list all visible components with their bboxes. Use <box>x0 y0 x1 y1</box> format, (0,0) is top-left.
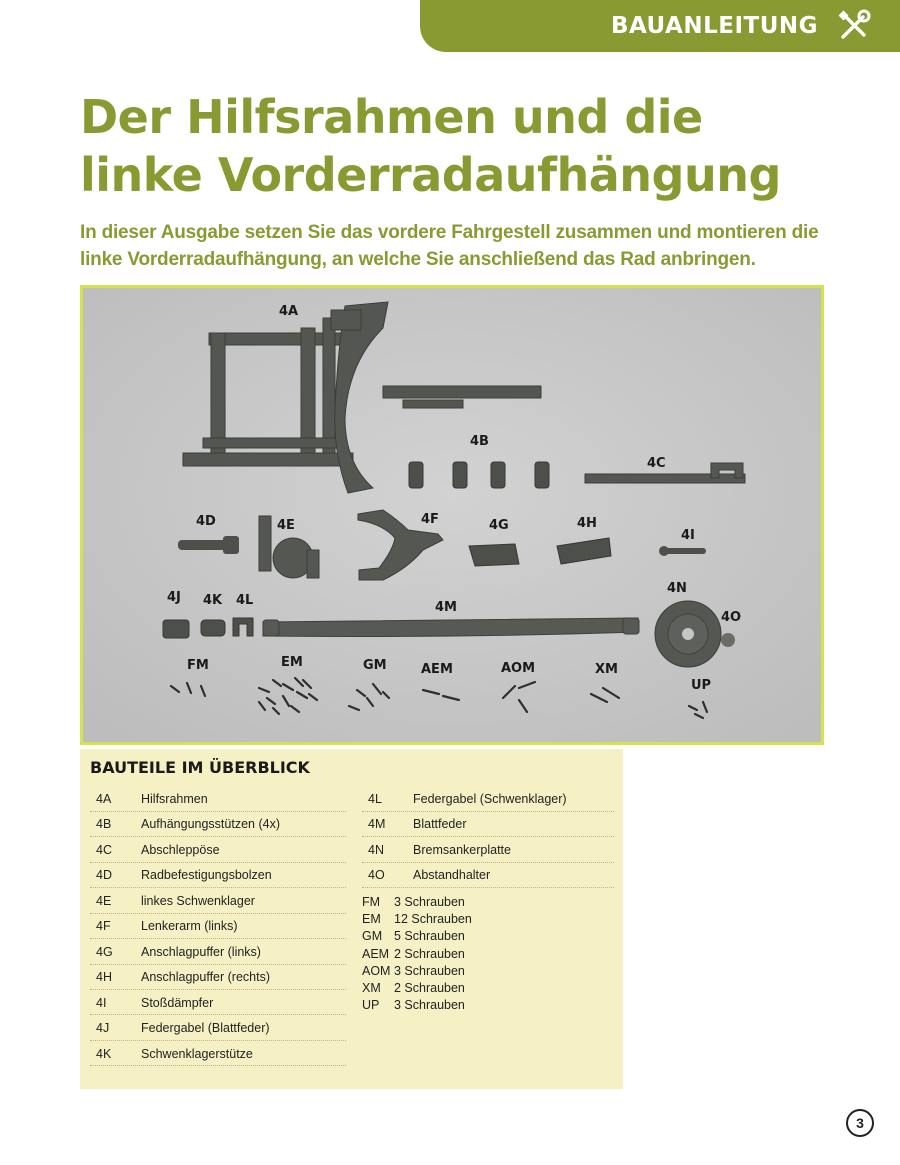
page-title-line2: linke Vorderradaufhängung <box>80 148 781 202</box>
list-item: FM 3 Schrauben <box>362 895 465 909</box>
list-item: 4M Blattfeder <box>362 812 614 837</box>
parts-list-right <box>362 787 614 889</box>
label-4A: 4A <box>279 304 299 319</box>
list-item: 4F Lenkerarm (links) <box>90 914 346 939</box>
list-item: AOM 3 Schrauben <box>362 963 465 978</box>
label-4F: 4F <box>421 512 439 527</box>
parts-photo <box>80 285 824 745</box>
label-XM: XM <box>595 662 618 677</box>
page-number: 3 <box>846 1109 874 1137</box>
screws-list <box>362 895 472 1015</box>
list-item: 4C Abschleppöse <box>90 838 346 863</box>
label-4B: 4B <box>470 434 489 449</box>
list-item: XM 2 Schrauben <box>362 980 465 995</box>
label-4N: 4N <box>667 581 687 596</box>
list-item: 4J Federgabel (Blattfeder) <box>90 1016 346 1041</box>
label-4H: 4H <box>577 516 597 531</box>
label-4G: 4G <box>489 518 509 533</box>
parts-list-left <box>90 787 346 1067</box>
list-item: EM 12 Schrauben <box>362 912 472 927</box>
parts-overview <box>80 749 623 1089</box>
list-item: 4O Abstandhalter <box>362 863 614 888</box>
label-AOM: AOM <box>501 661 536 676</box>
tools-icon <box>836 8 872 44</box>
list-item: 4N Bremsankerplatte <box>362 838 614 863</box>
list-item: 4H Anschlagpuffer (rechts) <box>90 965 346 990</box>
list-item: UP 3 Schrauben <box>362 998 465 1013</box>
label-EM: EM <box>281 655 303 670</box>
label-GM: GM <box>363 658 387 673</box>
page-title-line1: Der Hilfsrahmen und die <box>80 90 703 144</box>
label-4M: 4M <box>435 600 457 615</box>
label-FM: FM <box>187 658 209 673</box>
list-item: 4E linkes Schwenklager <box>90 889 346 914</box>
intro-text: In dieser Ausgabe setzen Sie das vordere Fahrgestell zusammen und montieren die linke Vorderradaufhängung, an welche Sie anschließend das Rad anbringen. <box>80 222 819 270</box>
page-title <box>80 88 880 204</box>
label-4O: 4O <box>721 610 742 625</box>
label-4J: 4J <box>167 590 181 605</box>
section-tab <box>420 0 900 52</box>
label-4E: 4E <box>277 518 295 533</box>
label-4I: 4I <box>681 528 695 543</box>
list-item: 4G Anschlagpuffer (links) <box>90 940 346 965</box>
list-item: 4L Federgabel (Schwenklager) <box>362 787 614 812</box>
label-4C: 4C <box>647 456 666 471</box>
list-item: 4K Schwenklagerstütze <box>90 1042 346 1067</box>
list-item: 4D Radbefestigungsbolzen <box>90 863 346 888</box>
section-tab-label: BAUANLEITUNG <box>610 13 818 39</box>
label-4D: 4D <box>196 514 216 529</box>
list-item: 4B Aufhängungsstützen (4x) <box>90 812 346 837</box>
label-4L: 4L <box>236 593 254 608</box>
label-UP: UP <box>691 678 712 693</box>
list-item: GM 5 Schrauben <box>362 929 465 944</box>
list-item: 4I Stoßdämpfer <box>90 991 346 1016</box>
label-AEM: AEM <box>421 662 453 677</box>
label-4K: 4K <box>203 593 223 608</box>
parts-overview-title: BAUTEILE IM ÜBERBLICK <box>90 758 310 777</box>
list-item: AEM 2 Schrauben <box>362 946 465 961</box>
list-item: 4A Hilfsrahmen <box>90 787 346 812</box>
